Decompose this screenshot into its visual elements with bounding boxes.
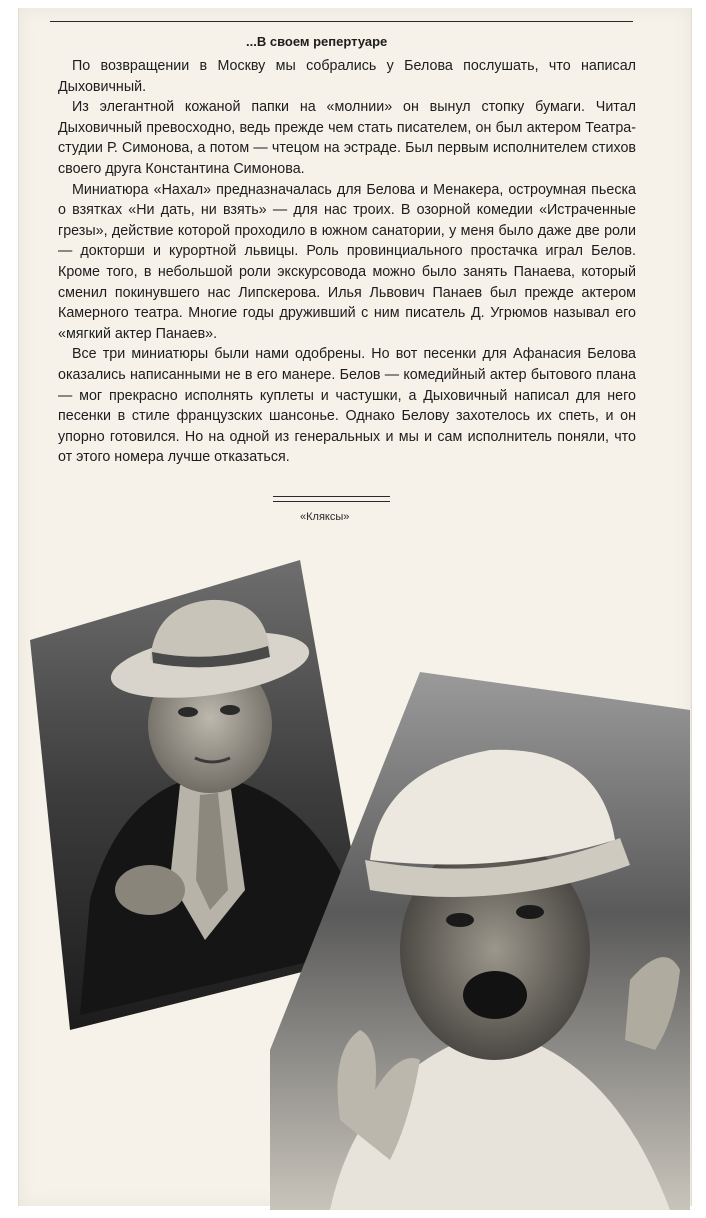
paragraph-1: По возвращении в Москву мы собрались у Белова послушать, что написал Дыховичный. — [58, 58, 636, 95]
top-rule — [50, 21, 633, 22]
running-head: ...В своем репертуаре — [246, 34, 388, 49]
paragraph-4: Все три миниатюры были нами одобрены. Но вот песенки для Афанасия Белова оказались написанными не в его манере. Белов — комедийный актер бытового плана — мог прекрасно исполнять куплеты и частушки, а Дыховичный написал для него песенки в стиле французских шансонье. Однако Белову захотелось их спеть, и он упорно готовился. Но на одной из генеральных и мы и сам исполнитель поняли, что от этого номера лучше отказаться. — [58, 346, 636, 466]
photo-caption: «Кляксы» — [300, 511, 350, 523]
body-text — [58, 56, 636, 468]
section-divider — [273, 496, 390, 502]
photo-man-in-white-cap — [270, 650, 690, 1210]
paragraph-2: Из элегантной кожаной папки на «молнии» он вынул стопку бумаги. Читал Дыховичный превосходно, ведь прежде чем стать писателем, он был актером Театра-студии Р. Симонова, а потом — чтецом на эстраде. Был первым исполнителем стихов своего друга Константина Симонова. — [58, 99, 636, 177]
paragraph-3: Миниатюра «Нахал» предназначалась для Белова и Менакера, остроумная пьеска о взятках «Ни дать, ни взять» — для нас троих. В озорной комедии «Истраченные грезы», действие которой проходило в южном санатории, у меня было даже две роли — докторши и курортной львицы. Роль провинциального простачка играл Белов. Кроме того, в небольшой роли экскурсовода можно было занять Панаева, который сменил покинувшего нас Липскерова. Илья Львович Панаев был прежде актером Камерного театра. Многие годы друживший с ним писатель Д. Угрюмов называл его «мягкий актер Панаев». — [58, 181, 636, 342]
